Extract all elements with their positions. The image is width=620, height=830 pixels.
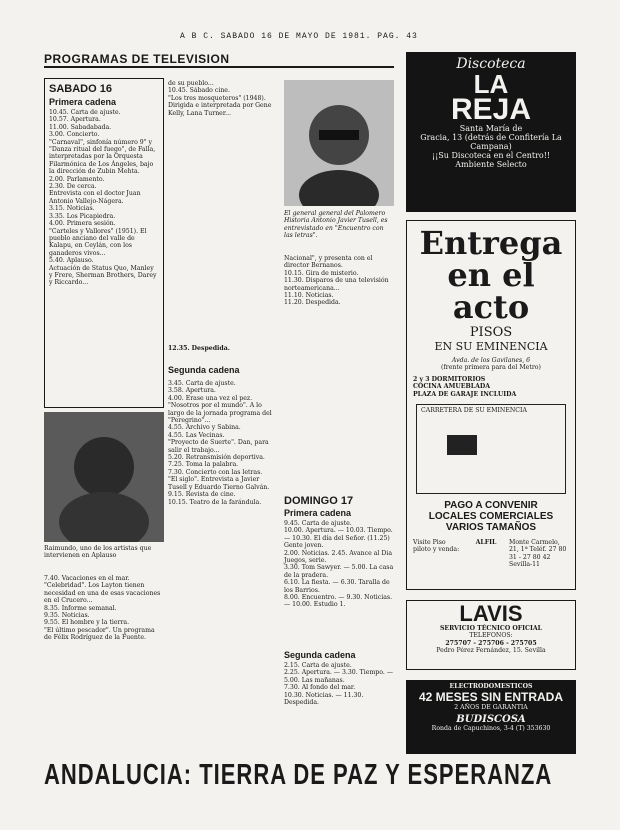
schedule-line: Entrevista con el doctor Juan Antonio Vallejo-Nágera.	[49, 190, 141, 205]
electro-brand: BUDISCOSA	[456, 713, 526, 725]
pisos-bullet: COCINA AMUEBLADA	[413, 383, 491, 391]
portrait-image	[44, 412, 164, 542]
pisos-bullet: PLAZA DE GARAJE INCLUIDA	[413, 390, 517, 398]
pisos-map	[416, 404, 566, 494]
schedule-line: 9.45. Carta de ajuste.	[284, 520, 352, 527]
ad-discoteca	[406, 52, 576, 212]
photo-raimundo	[44, 412, 164, 542]
lavis-phones-label: TELEFONOS:	[469, 632, 513, 640]
schedule-line: Actuación de Status Quo, Manley y Frere, Sherman Brothers, Darey y Riccardo...	[49, 264, 157, 287]
column-2-top	[168, 80, 276, 117]
electro-line2: 42 MESES SIN ENTRADA	[418, 690, 564, 705]
electro-address: Ronda de Capuchinos, 3-4 (T) 353630	[431, 724, 551, 732]
pisos-bullet: 2 y 3 DORMITORIOS	[413, 375, 486, 383]
schedule-line: 2.25. Apertura. — 3.30. Tiempo. — 5.00. Las mañanas.	[284, 669, 394, 684]
channel2-schedule	[168, 380, 276, 506]
text-line: "Los tres mosqueteros" (1948). Dirigida e interpretada por Gene Kelly, Lana Turner...	[168, 94, 272, 117]
disco-line4: Santa María de	[459, 124, 523, 133]
schedule-line: 4.55. Archivo y Sabina.	[168, 424, 241, 432]
schedule-line: 5.20. Retransmisión deportiva.	[168, 454, 265, 462]
saturday-title: SABADO 16	[49, 83, 112, 95]
section-rule	[44, 66, 394, 68]
schedule-line: 7.30. Concierto con las letras.	[168, 468, 263, 476]
pisos-pay3: VARIOS TAMAÑOS	[445, 522, 537, 534]
page-header: A B C. SABADO 16 DE MAYO DE 1981. PAG. 43	[180, 32, 418, 41]
lavis-brand: LAVIS	[459, 601, 523, 626]
disco-line2: LA	[473, 69, 509, 99]
text-line: 11.30. Disparos de una televisión norteamericana...	[284, 277, 389, 292]
text-line: 11.20. Despedida.	[284, 299, 341, 307]
sunday-channel1-title: Primera cadena	[284, 508, 352, 518]
text-line: 11.10. Noticias.	[284, 292, 334, 300]
disco-line5: Gracia, 13 (detrás de Confitería La Campana)	[420, 133, 562, 151]
pisos-contact: Monte Carmelo, 21, 1ª Teléf. 27 80 31 - 27 80 42 Sevilla-11	[509, 539, 567, 569]
channel2-title: Segunda cadena	[168, 365, 240, 375]
lavis-tagline: SERVICIO TÉCNICO OFICIAL	[439, 625, 543, 632]
text-line: 10.45. Sábado cine.	[168, 87, 230, 95]
sunday-title: DOMINGO 17	[284, 495, 354, 507]
pisos-title2: en el acto	[447, 256, 535, 326]
section-title: PROGRAMAS DE TELEVISION	[44, 52, 230, 66]
electro-line1: ELECTRODOMESTICOS	[449, 683, 533, 690]
text-line: Nacional", y presenta con el director Bernanos.	[284, 255, 373, 270]
ad-electro	[406, 680, 576, 754]
disco-line1: Discoteca	[456, 56, 526, 72]
schedule-line: 5.40. Aplauso.	[49, 257, 94, 265]
pisos-pay1: PAGO A CONVENIR	[444, 500, 538, 512]
ad-lavis	[406, 600, 576, 670]
lavis-address: Pedro Pérez Fernández, 15. Sevilla	[436, 647, 546, 655]
map-building	[447, 435, 477, 455]
schedule-line: 3.30. Tom Sawyer. — 5.00. La casa de la pradera.	[284, 564, 394, 579]
schedule-line: 2.30. De cerca.	[49, 183, 97, 191]
schedule-line: 4.00. Erase una vez el pez.	[168, 394, 253, 402]
schedule-line: 3.45. Carta de ajuste.	[168, 380, 236, 387]
schedule-line: 10.57. Apertura.	[49, 116, 101, 124]
despedida-line: 12.35. Despedida.	[168, 345, 230, 352]
schedule-line: 7.25. Toma la palabra.	[168, 461, 239, 469]
schedule-line: "El último pescador". Un programa de Félix Rodríguez de la Fuente.	[44, 626, 155, 642]
pisos-visit: Visite Piso piloto y venda:	[413, 539, 460, 554]
lavis-phones: 275707 - 275706 - 275705	[445, 639, 537, 647]
schedule-line: "El siglo". Entrevista a Javier Tusell y Eduardo Tierno Galván.	[168, 476, 270, 491]
photo-tusell	[284, 80, 394, 206]
saturday-schedule	[49, 109, 159, 287]
schedule-line: 11.00. Sabadabada.	[49, 123, 112, 131]
schedule-line: 7.40. Vacaciones en el mar.	[44, 575, 130, 582]
saturday-schedule-2	[44, 575, 164, 642]
sunday-schedule-2	[284, 662, 394, 706]
ad-pisos	[406, 220, 576, 590]
pisos-sub1: PISOS	[469, 325, 513, 340]
schedule-line: "Nosotros por el mundo". A lo largo de la jornada programa del "Peregrino"...	[168, 402, 272, 425]
schedule-line: 3.58. Apertura.	[168, 387, 216, 395]
schedule-line: 3.00. Concierto.	[49, 131, 100, 139]
schedule-line: 2.00. Noticias. 2.45. Avance al Dia Juegos, serie.	[284, 549, 393, 565]
schedule-line: 10.30. Noticias. — 11.30. Despedida.	[284, 691, 364, 707]
pisos-pay2: LOCALES COMERCIALES	[428, 511, 554, 523]
text-line: de su pueblo...	[168, 80, 214, 87]
caption-raimundo: Raimundo, uno de los artistas que intervienen en Aplauso	[44, 545, 152, 560]
pisos-company: ALFIL	[475, 539, 497, 547]
pisos-addr: Avda. de los Gavilanes, 6	[451, 357, 531, 364]
schedule-line: 8.00. Encuentro. — 9.30. Noticias. — 10.00. Estudio 1.	[284, 594, 393, 609]
sunday-channel2-title: Segunda cadena	[284, 650, 356, 660]
schedule-line: 10.15. Teatro de la farándula.	[168, 498, 262, 506]
portrait-image	[284, 80, 394, 206]
pisos-sub2: EN SU EMINENCIA	[434, 340, 548, 353]
schedule-line: 4.55. Las Vecinas.	[168, 431, 225, 439]
schedule-line: 10.00. Apertura. — 10.03. Tiempo. — 10.30. El día del Señor. (11.25) Gente joven.	[284, 527, 393, 550]
caption-tusell: El general general del Palomero Historia Antonio Javier Tusell, es entrevistado en "Encuentro con las letras".	[284, 210, 388, 240]
sunday-schedule	[284, 520, 394, 609]
map-label: CARRETERA DE SU EMINENCIA	[421, 407, 527, 415]
disco-line7: Ambiente Selecto	[455, 160, 527, 169]
disco-line6: ¡¡Su Discoteca en el Centro!!	[431, 151, 551, 160]
text-line: 10.15. Gira de misterio.	[284, 269, 359, 277]
schedule-line: "Carnaval", sinfonía número 9" y "Danza ritual del fuego", de Falla, interpretadas por la Orquesta Filarmónica de Los Ángeles, bajo la dirección de Zubin Mehta.	[49, 138, 156, 176]
column-3-text	[284, 255, 394, 307]
schedule-line: "Carteles y Vallores" (1951). El pueblo anciano del valle de Kalapu, en Ceylán, con los ganaderos vivos...	[49, 227, 147, 257]
schedule-line: "Celebridad". Los Layton tienen necesidad en una de esas vacaciones en el Crucero...	[44, 582, 161, 605]
saturday-box	[44, 78, 164, 408]
pisos-addr2: (frente primera para del Metro)	[441, 364, 541, 372]
schedule-line: 2.15. Carta de ajuste.	[284, 662, 352, 669]
schedule-line: 4.00. Primera sesión.	[49, 220, 116, 228]
disco-line3: REJA	[450, 93, 532, 126]
schedule-line: 9.35. Noticias.	[44, 612, 90, 620]
electro-line3: 2 AÑOS DE GARANTIA	[454, 704, 528, 712]
schedule-line: 6.10. La fiesta. — 6.30. Taralla de los Barrios.	[284, 579, 390, 594]
schedule-line: 7.30. Al fondo del mar.	[284, 684, 356, 692]
schedule-line: 10.45. Carta de ajuste.	[49, 109, 121, 116]
schedule-line: "Proyecto de Suerte". Dan, para salir el trabajo...	[168, 439, 269, 454]
schedule-line: 9.15. Revista de cine.	[168, 491, 236, 499]
schedule-line: 3.15. Noticias.	[49, 205, 95, 213]
schedule-line: 2.00. Parlamento.	[49, 175, 105, 183]
bottom-banner: ANDALUCIA: TIERRA DE PAZ Y ESPERANZA	[44, 758, 553, 791]
channel1-title: Primera cadena	[49, 97, 117, 107]
schedule-line: 8.35. Informe semanal.	[44, 604, 117, 612]
schedule-line: 9.55. El hombre y la tierra.	[44, 619, 130, 627]
pisos-title1: Entrega	[419, 224, 563, 262]
schedule-line: 3.35. Los Picapiedra.	[49, 212, 116, 220]
